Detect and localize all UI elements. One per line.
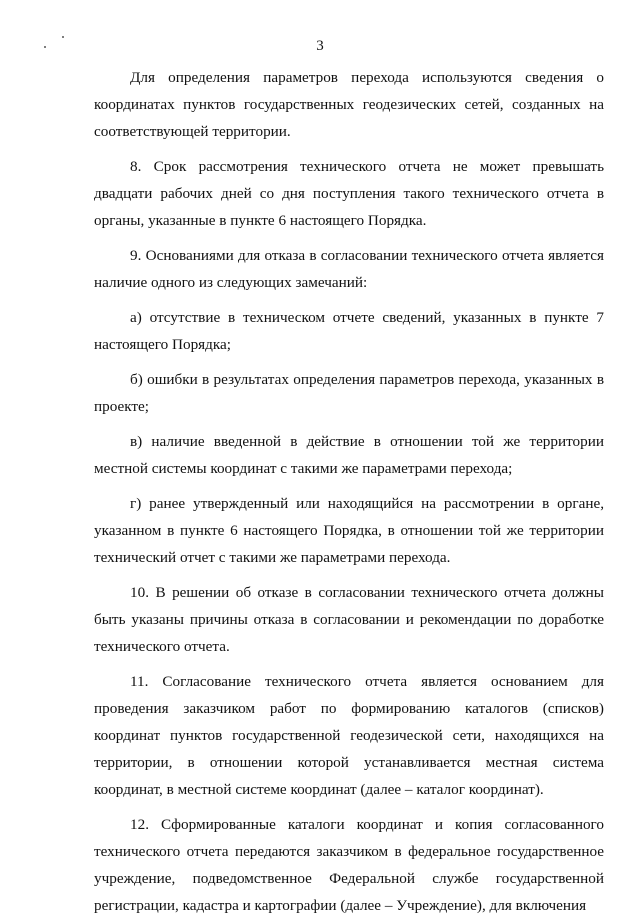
- paragraph-item-8: 8. Срок рассмотрения технического отчета не может превышать двадцати рабочих дней со дня поступления такого технического отчета в органы, указанные в пункте 6 настоящего Порядка.: [94, 158, 604, 229]
- paragraph-item-9g: г) ранее утвержденный или находящийся на рассмотрении в органе, указанном в пункте 6 настоящего Порядка, в отношении той же территории технический отчет с такими же параметрами перехода.: [94, 495, 604, 566]
- paragraph-item-11: 11. Согласование технического отчета является основанием для проведения заказчиком работ по формированию каталогов (списков) координат пунктов государственной геодезической сети, находящихся на территории, в отношении которой устанавливается местная система координат, в местной системе координат (далее – каталог координат).: [94, 673, 604, 798]
- paragraph-item-9b: б) ошибки в результатах определения параметров перехода, указанных в проекте;: [94, 371, 604, 415]
- paragraph-item-9a: а) отсутствие в техническом отчете сведений, указанных в пункте 7 настоящего Порядка;: [94, 309, 604, 353]
- paragraph-item-9: 9. Основаниями для отказа в согласовании технического отчета является наличие одного из следующих замечаний:: [94, 247, 604, 291]
- page-number: 3: [316, 38, 324, 54]
- paragraph-item-10: 10. В решении об отказе в согласовании технического отчета должны быть указаны причины отказа в согласовании и рекомендации по доработке технического отчета.: [94, 584, 604, 655]
- paragraph-item-9v: в) наличие введенной в действие в отношении той же территории местной системы координат с такими же параметрами перехода;: [94, 433, 604, 477]
- paragraph-item-12: 12. Сформированные каталоги координат и копия согласованного технического отчета передаются заказчиком в федеральное государственное учреждение, подведомственное Федеральной службе государственной регистрации, кадастра и картографии (далее – Учреждение), для включения: [94, 816, 604, 914]
- document-body: [94, 64, 604, 919]
- paragraph-coordinates-info: Для определения параметров перехода используются сведения о координатах пунктов государственных геодезических сетей, созданных на соответствующей территории.: [94, 69, 604, 140]
